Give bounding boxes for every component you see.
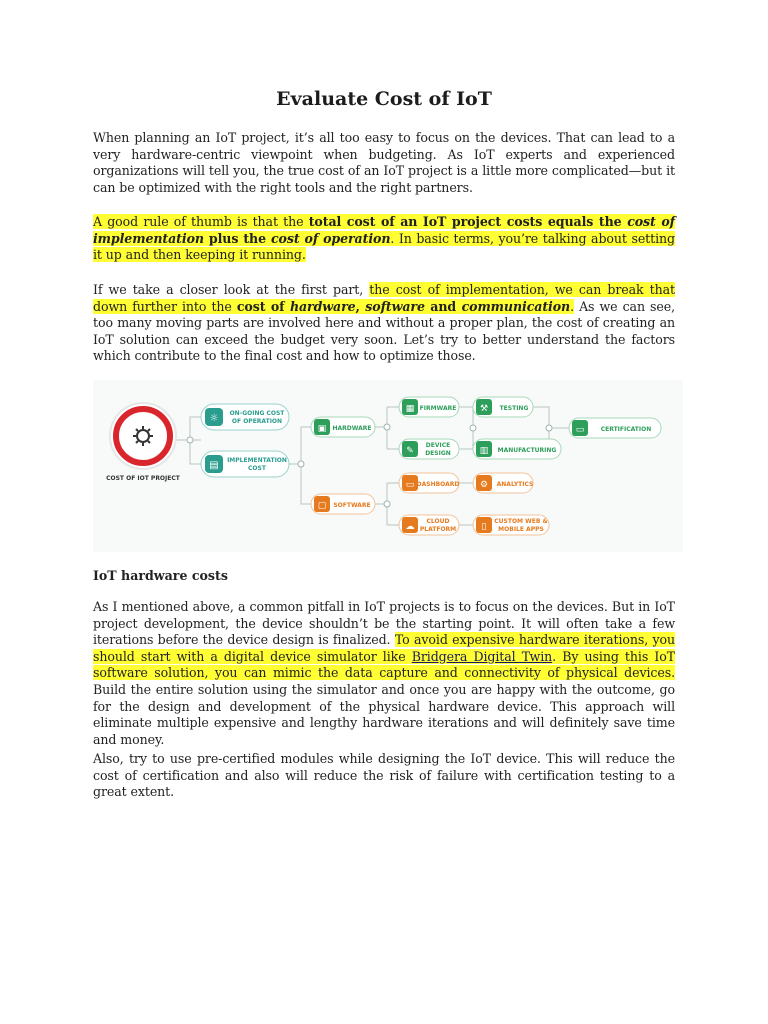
analytics-node <box>473 473 533 493</box>
document-title: Evaluate Cost of IoT <box>276 88 492 110</box>
device-design-node <box>399 439 459 459</box>
ongoing-cost-node <box>201 404 289 430</box>
custom-apps-node <box>473 515 549 535</box>
bold-italic-run: communication <box>461 298 571 314</box>
custom-apps-label-1: CUSTOM WEB & <box>494 518 548 525</box>
cost-of-iot-diagram <box>93 380 683 552</box>
hardware-costs-paragraph <box>93 599 675 748</box>
certification-node <box>569 418 661 438</box>
custom-apps-label-2: MOBILE APPS <box>498 526 544 533</box>
text-run: . In basic terms, you’re talking about setting it up and then keeping it running. <box>93 230 675 263</box>
device-design-label-2: DESIGN <box>425 450 451 457</box>
root-label: COST OF IOT PROJECT <box>106 475 180 482</box>
chip-icon: ▣ <box>317 424 327 434</box>
firmware-label: FIRMWARE <box>419 405 457 412</box>
firmware-node <box>399 397 459 417</box>
analytics-icon: ⚙ <box>479 480 489 490</box>
diagram-svg <box>93 380 683 552</box>
bold-italic-run: cost of implementation <box>93 214 675 246</box>
bold-run: total cost of an IoT project costs equals the <box>308 214 628 229</box>
chart-icon: ▤ <box>209 460 219 471</box>
implementation-label-2: COST <box>248 465 266 472</box>
chip-icon: ▦ <box>405 404 415 414</box>
bridgera-digital-twin-link[interactable]: Bridgera Digital Twin <box>411 648 553 664</box>
manufacturing-label: MANUFACTURING <box>497 447 557 454</box>
bold-italic-run: cost of operation <box>270 230 391 246</box>
bold-run: , <box>355 298 366 314</box>
manufacturing-node <box>473 439 561 459</box>
testing-label: TESTING <box>499 405 529 412</box>
bold-italic-run: hardware <box>289 298 356 314</box>
hardware-node <box>311 417 375 437</box>
text-run: If we take a closer look at the first part, <box>93 282 370 297</box>
wrench-icon: ⚒ <box>479 404 489 414</box>
device-design-label-1: DEVICE <box>425 442 451 449</box>
ongoing-label-2: OF OPERATION <box>231 418 283 425</box>
cloud-platform-node <box>399 515 459 535</box>
highlight <box>93 214 675 262</box>
text-run: To avoid expensive hardware iterations, you should start with a digital device simulator like <box>93 632 676 664</box>
bold-run: and <box>424 298 462 314</box>
bold-run: cost of <box>236 298 290 314</box>
mobile-icon: ▯ <box>481 522 487 532</box>
bold-italic-run: software <box>365 298 425 314</box>
implementation-paragraph <box>93 282 675 365</box>
cloud-label-1: CLOUD <box>426 518 450 525</box>
monitor-icon: ▭ <box>405 480 415 490</box>
dashboard-node <box>399 473 459 493</box>
text-run: the cost of implementation, we can break that down further into the <box>93 282 675 314</box>
implementation-label-1: IMPLEMENTATION <box>227 457 287 464</box>
code-icon: ▢ <box>317 501 327 511</box>
pencil-icon: ✎ <box>406 446 414 456</box>
cloud-label-2: PLATFORM <box>419 526 457 533</box>
testing-node <box>473 397 533 417</box>
hardware-label: HARDWARE <box>332 425 372 432</box>
root-node <box>106 403 181 482</box>
cloud-icon: ☁ <box>405 522 415 532</box>
implementation-cost-node <box>201 451 289 477</box>
intro-paragraph: When planning an IoT project, it’s all too easy to focus on the devices. That can lead to a very hardware-centric viewpoint when budgeting. As IoT experts and experienced organizations will tell you, the true cost of an IoT project is a little more complicated—but it can be optimized with the right tools and the right partners. <box>93 130 675 195</box>
dashboard-label: DASHBOARD <box>416 481 460 488</box>
software-label: SOFTWARE <box>333 502 371 509</box>
bold-run: plus the <box>203 230 271 246</box>
text-run: Build the entire solution using the simulator and once you are happy with the outcome, go for the design and development of the physical hardware device. This approach will eliminate multiple expensive and lengthy hardware iterations and will definitely save time and money. <box>93 681 675 747</box>
certification-paragraph: Also, try to use pre-certified modules while designing the IoT device. This will reduce the cost of certification and also will reduce the risk of failure with certification testing to a great extent. <box>93 751 675 800</box>
brain-icon: ☼ <box>209 413 219 424</box>
text-run: . <box>570 298 574 314</box>
text-run: As we can see, too many moving parts are involved here and without a proper plan, the cost of creating an IoT solution can exceed the budget very soon. Let’s try to better understand the factors which contribute to the final cost and how to optimize those. <box>93 298 675 364</box>
rule-of-thumb-paragraph <box>93 214 675 264</box>
certification-label: CERTIFICATION <box>600 426 652 433</box>
analytics-label: ANALYTICS <box>496 481 534 488</box>
certificate-icon: ▭ <box>575 425 585 435</box>
text-run: . By using this IoT software solution, you can mimic the data capture and connectivity of physical devices. <box>93 648 675 681</box>
factory-icon: ▥ <box>479 446 489 456</box>
text-run: A good rule of thumb is that the <box>93 214 309 229</box>
section-heading: IoT hardware costs <box>93 568 228 583</box>
text-run: As I mentioned above, a common pitfall in IoT projects is to focus on the devices. But in IoT project development, the device shouldn’t be the starting point. It will often take a few iterations before the device design is finalized. <box>93 599 675 648</box>
software-node <box>311 494 375 514</box>
ongoing-label-1: ON-GOING COST <box>229 410 285 417</box>
